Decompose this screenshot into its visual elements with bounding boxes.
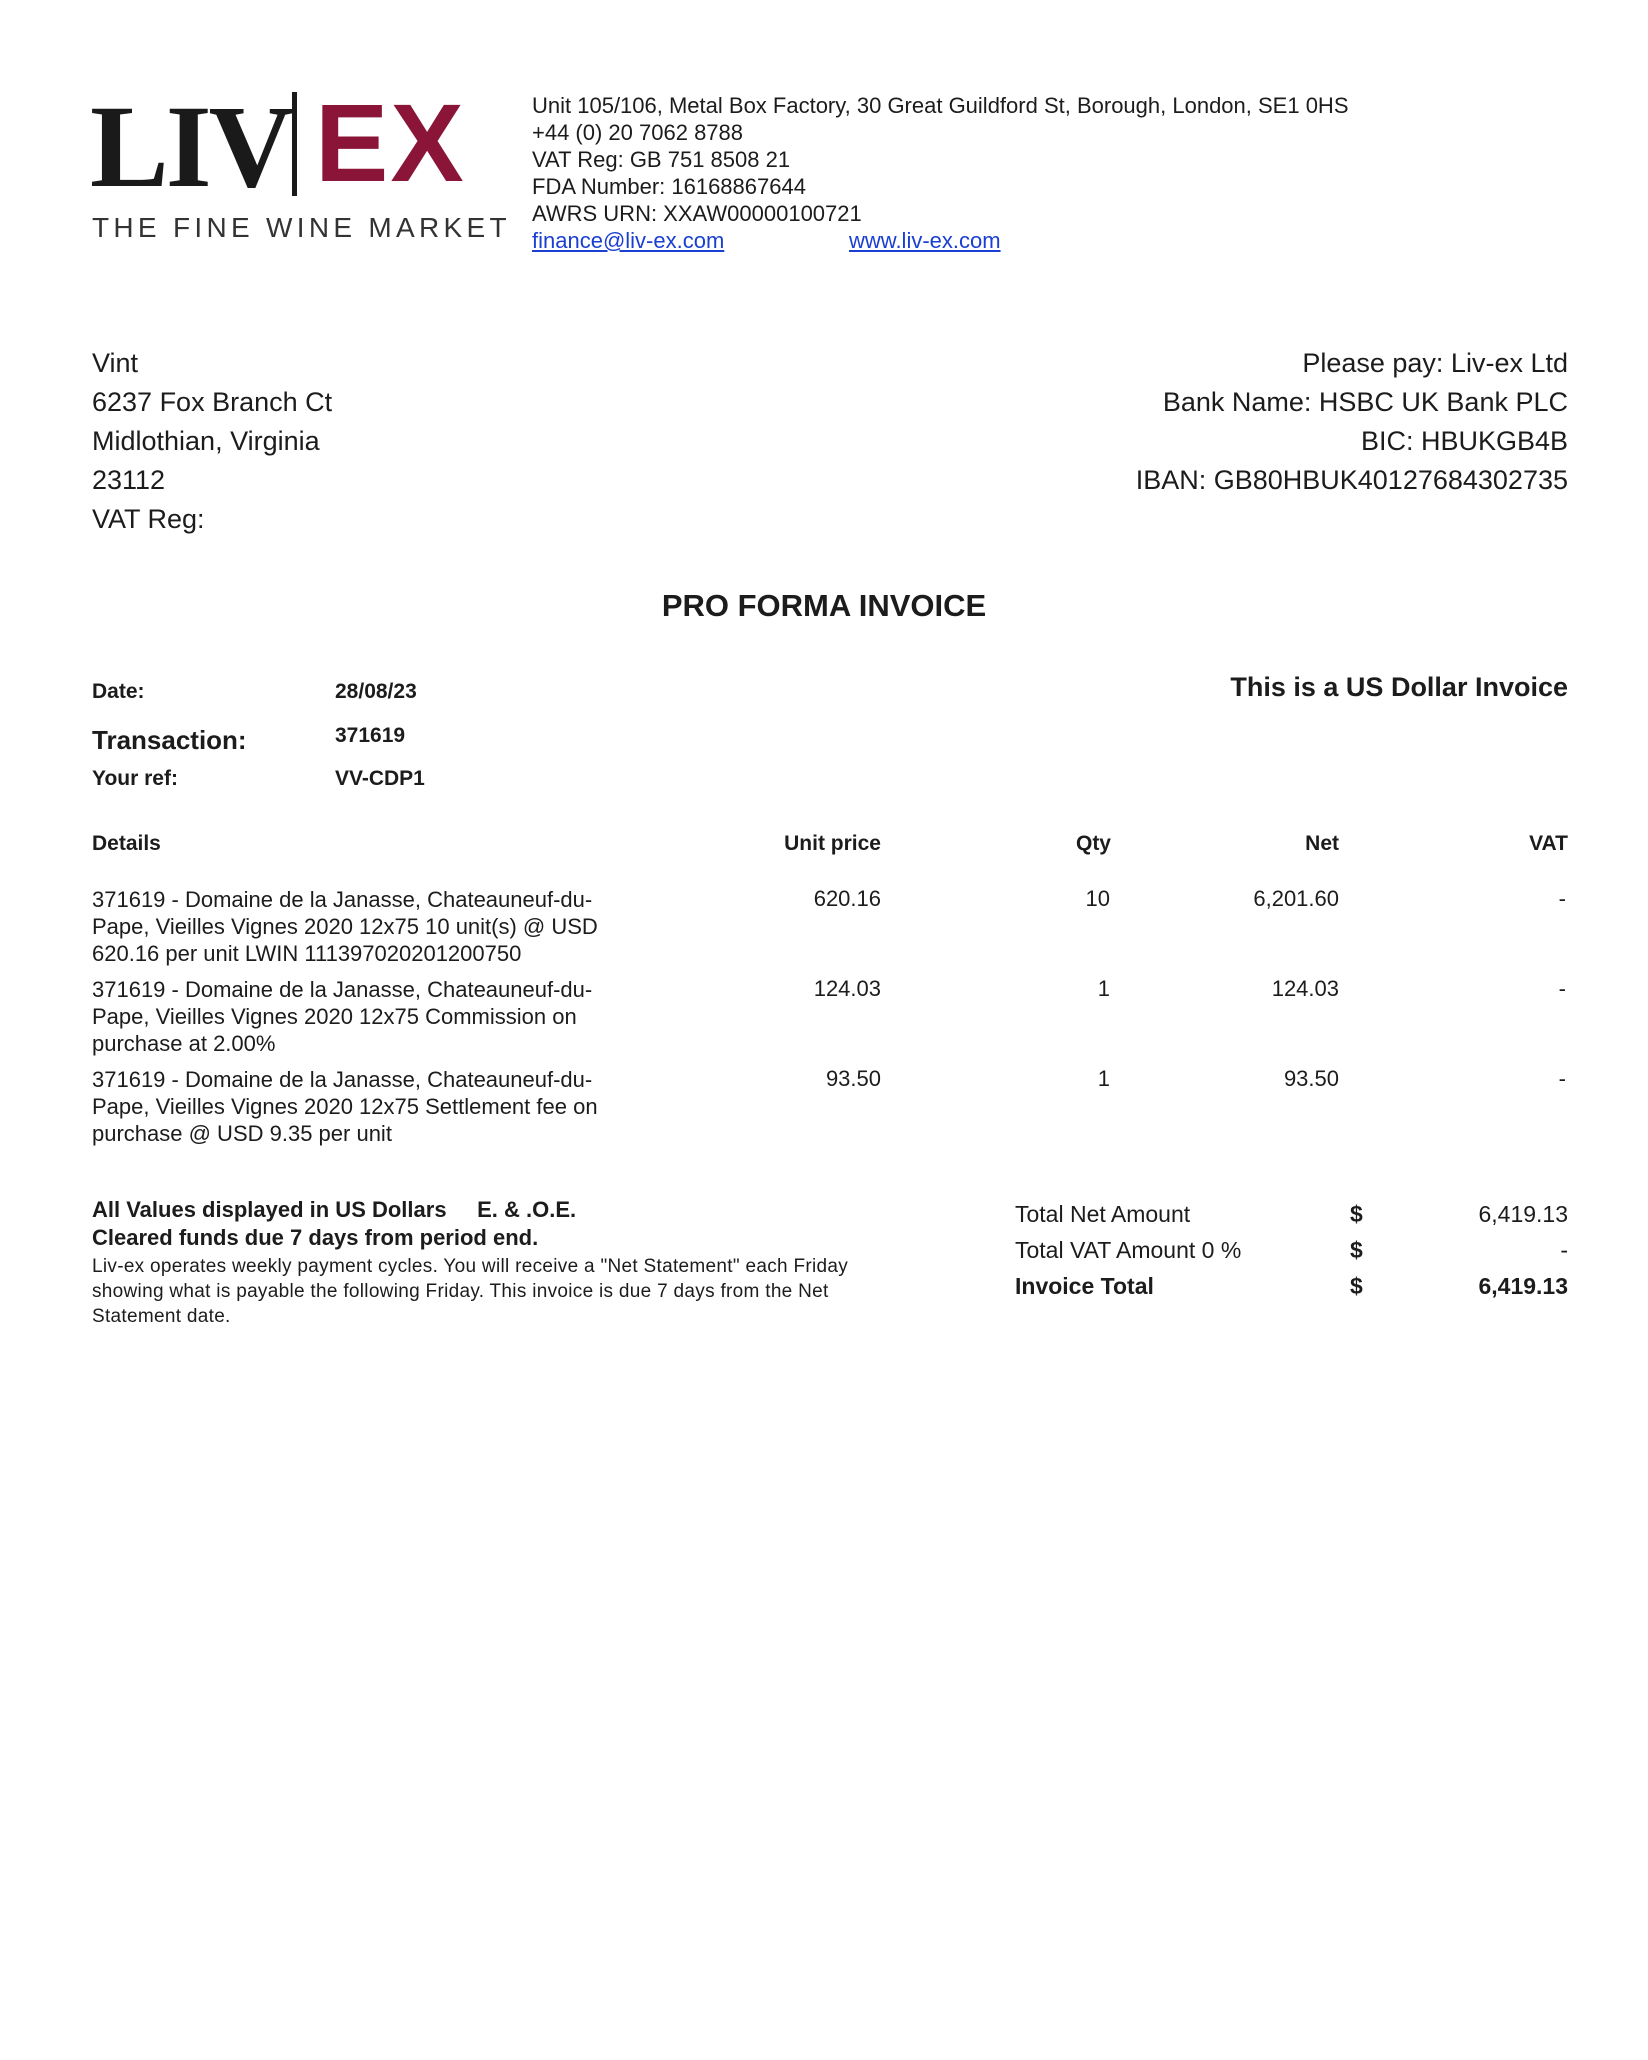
payment-bank: Bank Name: HSBC UK Bank PLC (1162, 387, 1568, 417)
table-row-qty: 1 (1097, 976, 1110, 1001)
date-label: Date: (92, 680, 145, 703)
invoice-total-value: 6,419.13 (1478, 1273, 1568, 1299)
logo-ex-text: EX (315, 82, 466, 205)
total-net-value: 6,419.13 (1478, 1201, 1568, 1227)
invoice-total-currency: $ (1350, 1273, 1363, 1299)
total-net-currency: $ (1350, 1201, 1363, 1227)
date-value: 28/08/23 (335, 680, 417, 703)
table-row-vat: - (1558, 886, 1566, 911)
customer-city: Midlothian, Virginia (92, 426, 320, 456)
table-row-vat: - (1558, 976, 1566, 1001)
table-row-unit-price: 620.16 (813, 886, 881, 911)
payment-bic: BIC: HBUKGB4B (1360, 426, 1568, 456)
customer-vat: VAT Reg: (92, 504, 205, 534)
transaction-value: 371619 (335, 724, 406, 747)
customer-name: Vint (92, 348, 139, 378)
ref-label: Your ref: (92, 767, 178, 790)
funds-note: Cleared funds due 7 days from period end. (92, 1225, 539, 1250)
table-row-details: 371619 - Domaine de la Janasse, Chateauneuf-du-Pape, Vieilles Vignes 2020 12x75 10 unit(s) @ USD 620.16 per unit LWIN 111397020201200750 (92, 887, 598, 966)
table-row-net: 124.03 (1271, 976, 1339, 1001)
table-row-unit-price: 124.03 (813, 976, 881, 1001)
payment-details (1136, 344, 1568, 500)
table-row-details: 371619 - Domaine de la Janasse, Chateauneuf-du-Pape, Vieilles Vignes 2020 12x75 Commission on purchase at 2.00% (92, 977, 593, 1056)
customer-address (92, 344, 332, 539)
company-awrs: AWRS URN: XXAW00000100721 (532, 201, 862, 226)
transaction-label: Transaction: (92, 725, 247, 755)
total-net-label: Total Net Amount (1015, 1201, 1191, 1227)
payment-cycle-note: Liv-ex operates weekly payment cycles. You will receive a "Net Statement" each Friday showing what is payable the following Friday. This invoice is due 7 days from the Net Statement date. (92, 1256, 849, 1327)
payment-iban: IBAN: GB80HBUK40127684302735 (1135, 465, 1568, 495)
company-vat: VAT Reg: GB 751 8508 21 (532, 147, 791, 172)
total-vat-value: - (1560, 1237, 1568, 1263)
customer-street: 6237 Fox Branch Ct (92, 387, 333, 417)
company-phone: +44 (0) 20 7062 8788 (532, 120, 744, 145)
table-row-net: 93.50 (1283, 1066, 1339, 1091)
liv-ex-logo (90, 81, 511, 248)
logo-tagline: THE FINE WINE MARKET (92, 212, 511, 243)
header-unit-price: Unit price (784, 832, 881, 855)
company-fda: FDA Number: 16168867644 (532, 174, 806, 199)
header-net: Net (1305, 832, 1339, 855)
invoice-title: PRO FORMA INVOICE (661, 588, 987, 623)
total-vat-label: Total VAT Amount 0 % (1015, 1237, 1242, 1263)
logo-divider (292, 92, 297, 196)
company-address: Unit 105/106, Metal Box Factory, 30 Great Guildford St, Borough, London, SE1 0HS (532, 93, 1349, 118)
invoice-total-label: Invoice Total (1015, 1273, 1154, 1299)
currency-note: This is a US Dollar Invoice (1230, 672, 1568, 702)
table-row-qty: 1 (1097, 1066, 1110, 1091)
header-details: Details (92, 832, 161, 855)
payment-payee: Please pay: Liv-ex Ltd (1302, 348, 1568, 378)
table-row-net: 6,201.60 (1253, 886, 1339, 911)
header-vat: VAT (1529, 832, 1568, 855)
table-row-qty: 10 (1085, 886, 1110, 911)
ref-value: VV-CDP1 (335, 767, 425, 790)
table-row-details: 371619 - Domaine de la Janasse, Chateauneuf-du-Pape, Vieilles Vignes 2020 12x75 Settlement fee on purchase @ USD 9.35 per unit (92, 1067, 598, 1146)
website-link[interactable]: www.liv-ex.com (849, 228, 1001, 253)
values-note: All Values displayed in US Dollars E. & .O.E. (92, 1197, 577, 1222)
total-vat-currency: $ (1350, 1237, 1363, 1263)
email-link[interactable]: finance@liv-ex.com (532, 228, 725, 253)
logo-liv-text: LIV (90, 81, 291, 212)
header-qty: Qty (1075, 832, 1111, 855)
table-row-unit-price: 93.50 (825, 1066, 881, 1091)
customer-zip: 23112 (92, 465, 166, 495)
table-row-vat: - (1558, 1066, 1566, 1091)
